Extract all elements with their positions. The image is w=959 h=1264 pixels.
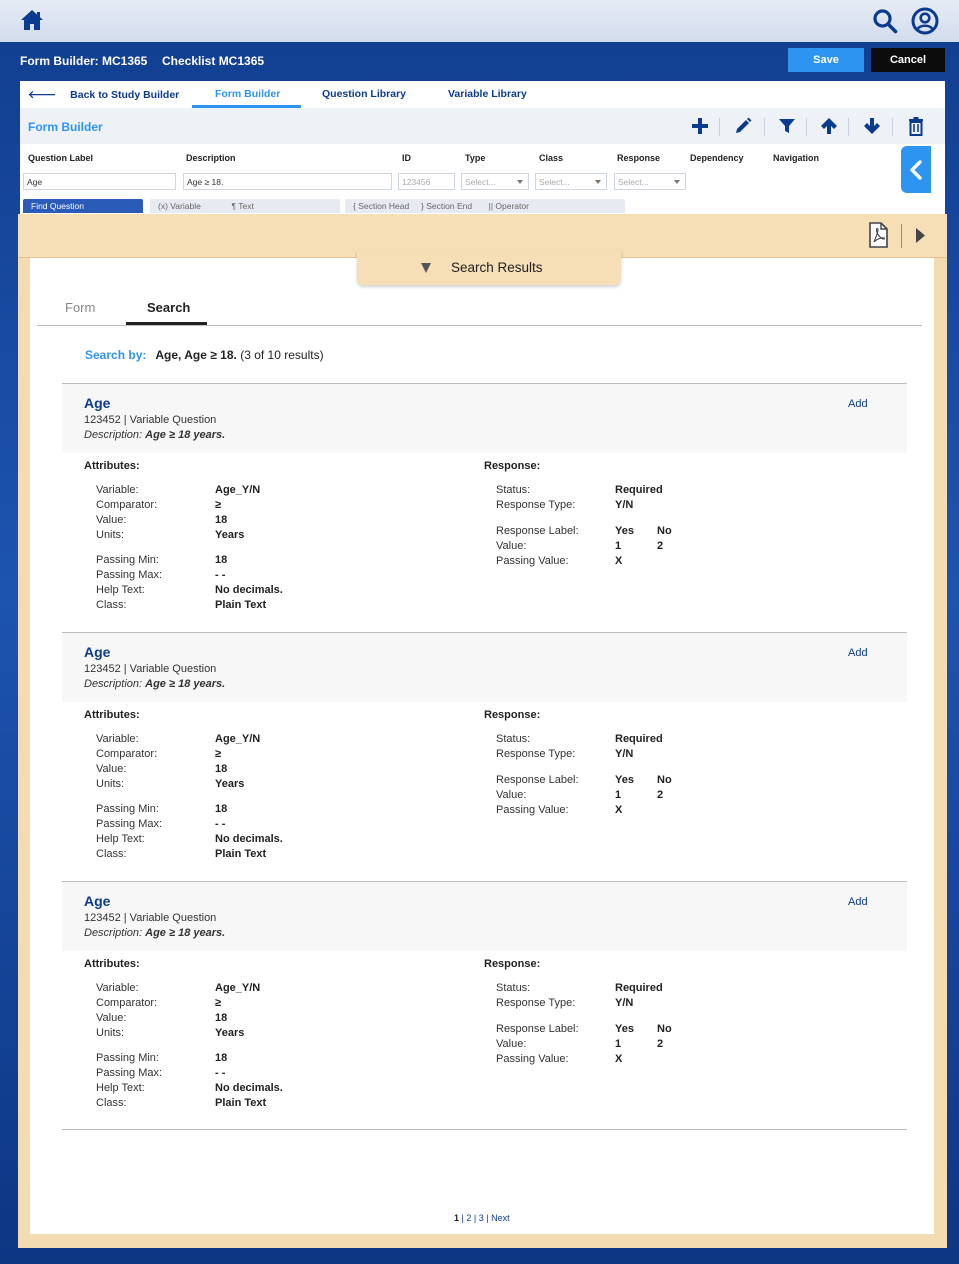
search-icon[interactable] [872,8,898,34]
col-class: Class [539,153,564,163]
result-count: (3 of 10 results) [240,348,324,362]
page-separator: | [461,1213,464,1223]
chevron-down-icon [674,180,680,184]
passing-min-value: 18 [215,803,228,815]
result-description [84,429,225,441]
response-type-label: Response Type: [496,748,576,760]
add-button[interactable]: Add [848,896,868,908]
response-value-1: 1 [615,540,622,552]
response-type-value: Y/N [615,499,634,511]
section-head-button[interactable]: { Section Head [353,201,410,211]
passing-value-label: Passing Value: [496,804,569,816]
result-title: Age [84,644,111,660]
back-to-study-builder-link[interactable] [28,88,179,101]
class-label: Class: [96,848,127,860]
id-input[interactable]: 123456 [398,173,455,190]
response-type-label: Response Type: [496,997,576,1009]
variable-value: Age_Y/N [215,484,261,496]
toolbar-divider [764,118,765,136]
toolbar-divider [806,118,807,136]
class-value: Plain Text [215,599,267,611]
response-label-yes: Yes [615,525,634,537]
class-value: Plain Text [215,1097,267,1109]
trash-icon[interactable] [906,116,926,136]
units-label: Units: [96,1027,125,1039]
col-question-label: Question Label [28,153,94,163]
response-label-yes: Yes [615,774,634,786]
status-label: Status: [496,733,531,745]
chevron-left-icon [909,160,923,180]
result-title: Age [84,893,111,909]
form-title: Form Builder: MC1365 [20,54,148,68]
toolbar-divider [848,118,849,136]
arrow-up-icon[interactable] [819,116,839,136]
result-subtitle: 123452 | Variable Question [84,912,217,924]
search-terms: Age, Age ≥ 18. [155,348,237,362]
units-value: Years [215,529,245,541]
cancel-button[interactable]: Cancel [871,48,945,72]
passing-value-label: Passing Value: [496,1053,569,1065]
passing-max-label: Passing Max: [96,818,163,830]
response-value-label: Value: [496,789,527,801]
result-subtitle: 123452 | Variable Question [84,414,217,426]
tab-question-library[interactable]: Question Library [322,88,407,100]
passing-max-label: Passing Max: [96,1067,163,1079]
pagination [454,1213,510,1223]
page-current: 1 [454,1213,460,1223]
response-label-no: No [657,774,672,786]
response-type-label: Response Type: [496,499,576,511]
page-separator: | [473,1213,477,1223]
search-summary [85,348,324,362]
help-text-value: No decimals. [215,584,283,596]
variable-label: Variable: [96,982,139,994]
comparator-value: ≥ [215,997,222,1009]
add-button[interactable]: Add [848,398,868,410]
response-label-yes: Yes [615,1023,634,1035]
comparator-label: Comparator: [96,499,158,511]
passing-min-label: Passing Min: [96,1052,159,1064]
col-type: Type [465,153,486,163]
passing-min-label: Passing Min: [96,803,159,815]
variable-text-buttons[interactable] [150,199,340,213]
response-label-label: Response Label: [496,774,579,786]
page-separator: | [486,1213,489,1223]
response-value-label: Value: [496,540,527,552]
description-prefix: Description: [84,429,143,441]
plus-icon[interactable] [690,116,710,136]
response-heading: Response: [484,460,541,472]
passing-max-value: - - [215,818,226,830]
passing-min-value: 18 [215,1052,228,1064]
status-label: Status: [496,982,531,994]
type-select[interactable] [461,173,529,190]
class-value: Plain Text [215,848,267,860]
form-builder-label: Form Builder [28,120,103,134]
col-response: Response [617,153,661,163]
units-label: Units: [96,778,125,790]
value-value: 18 [215,514,228,526]
description-value: Age ≥ 18 years. [145,927,226,939]
text-button[interactable]: ¶ Text [231,201,254,211]
description-prefix: Description: [84,927,143,939]
result-header [62,383,907,453]
help-text-value: No decimals. [215,1082,283,1094]
help-text-label: Help Text: [96,1082,145,1094]
comparator-label: Comparator: [96,997,158,1009]
operator-button[interactable]: || Operator [488,201,529,211]
find-question-button[interactable]: Find Question [23,199,143,213]
arrow-left-icon: 🡐 [28,89,57,101]
section-buttons[interactable] [345,199,625,213]
tab-form[interactable]: Form [65,300,96,315]
result-subtitle: 123452 | Variable Question [84,663,217,675]
class-label: Class: [96,599,127,611]
col-description: Description [186,153,236,163]
status-value: Required [615,982,663,994]
type-select-value: Select... [465,177,496,187]
active-tab-indicator [126,322,207,325]
comparator-value: ≥ [215,499,222,511]
builder-nav [20,81,945,108]
form-builder-panel [20,81,945,231]
overlay-divider [901,224,902,248]
help-text-label: Help Text: [96,833,145,845]
result-header [62,632,907,702]
results-end-divider [62,1129,907,1130]
home-icon[interactable] [20,9,44,31]
response-value-2: 2 [657,1038,664,1050]
variable-value: Age_Y/N [215,982,261,994]
arrow-down-icon[interactable] [862,116,882,136]
help-text-value: No decimals. [215,833,283,845]
value-label: Value: [96,763,127,775]
chevron-down-icon [517,180,523,184]
response-heading: Response: [484,958,541,970]
description-value: Age ≥ 18 years. [145,678,226,690]
status-value: Required [615,484,663,496]
status-value: Required [615,733,663,745]
search-results-title: Search Results [451,260,543,275]
passing-value-label: Passing Value: [496,555,569,567]
col-dependency: Dependency [690,153,744,163]
response-label-no: No [657,525,672,537]
chevron-down-icon [595,180,601,184]
page-link-3[interactable]: 3 [478,1213,484,1223]
next-page-link[interactable]: Next [491,1213,510,1223]
variable-value: Age_Y/N [215,733,261,745]
value-value: 18 [215,763,228,775]
response-label-no: No [657,1023,672,1035]
value-label: Value: [96,1012,127,1024]
filter-icon[interactable] [777,116,797,136]
response-value-2: 2 [657,540,664,552]
result-header [62,881,907,951]
description-input[interactable]: Age ≥ 18. [183,173,392,190]
class-select[interactable] [535,173,607,190]
passing-max-value: - - [215,1067,226,1079]
variable-button[interactable]: (x) Variable [158,201,201,211]
units-value: Years [215,1027,245,1039]
value-value: 18 [215,1012,228,1024]
comparator-label: Comparator: [96,748,158,760]
page-link-2[interactable]: 2 [466,1213,472,1223]
tabs-divider [37,325,922,326]
user-account-icon[interactable] [911,7,939,35]
triangle-down-icon [421,263,431,273]
comparator-value: ≥ [215,748,222,760]
back-label: Back to Study Builder [70,89,180,101]
response-value-1: 1 [615,789,622,801]
result-title: Age [84,395,111,411]
passing-max-value: - - [215,569,226,581]
response-label-label: Response Label: [496,525,579,537]
search-by-label: Search by: [85,348,147,362]
passing-value-value: X [615,555,623,567]
checklist-title: Checklist MC1365 [162,54,265,68]
result-description [84,927,225,939]
variable-label: Variable: [96,733,139,745]
description-prefix: Description: [84,678,143,690]
question-label-input[interactable]: Age [23,173,176,190]
response-type-value: Y/N [615,997,634,1009]
side-panel-toggle[interactable] [901,146,931,193]
toolbar-divider [719,118,720,136]
col-navigation: Navigation [773,153,820,163]
tab-search[interactable]: Search [147,300,191,315]
attributes-heading: Attributes: [84,460,140,472]
search-results-tab[interactable] [357,250,621,285]
add-button[interactable]: Add [848,647,868,659]
passing-min-value: 18 [215,554,228,566]
response-type-value: Y/N [615,748,634,760]
save-button[interactable]: Save [788,48,864,72]
response-select[interactable] [614,173,686,190]
passing-max-label: Passing Max: [96,569,163,581]
result-description [84,678,225,690]
units-label: Units: [96,529,125,541]
value-label: Value: [96,514,127,526]
response-label-label: Response Label: [496,1023,579,1035]
help-text-label: Help Text: [96,584,145,596]
units-value: Years [215,778,245,790]
tab-variable-library[interactable]: Variable Library [448,88,527,100]
attributes-heading: Attributes: [84,709,140,721]
passing-min-label: Passing Min: [96,554,159,566]
description-value: Age ≥ 18 years. [145,429,226,441]
section-end-button[interactable]: } Section End [421,201,473,211]
top-bar [0,0,959,42]
collapse-panel-icon[interactable] [914,227,926,244]
response-value-2: 2 [657,789,664,801]
response-heading: Response: [484,709,541,721]
response-select-value: Select... [618,177,649,187]
class-label: Class: [96,1097,127,1109]
attributes-heading: Attributes: [84,958,140,970]
response-value-1: 1 [615,1038,622,1050]
response-value-label: Value: [496,1038,527,1050]
passing-value-value: X [615,804,623,816]
variable-label: Variable: [96,484,139,496]
pencil-icon[interactable] [733,116,753,136]
toolbar-divider [892,118,893,136]
tab-form-builder[interactable]: Form Builder [215,88,281,100]
col-id: ID [402,153,411,163]
pdf-export-icon[interactable] [868,222,888,248]
status-label: Status: [496,484,531,496]
passing-value-value: X [615,1053,623,1065]
form-builder-toolbar [20,108,945,144]
class-select-value: Select... [539,177,570,187]
